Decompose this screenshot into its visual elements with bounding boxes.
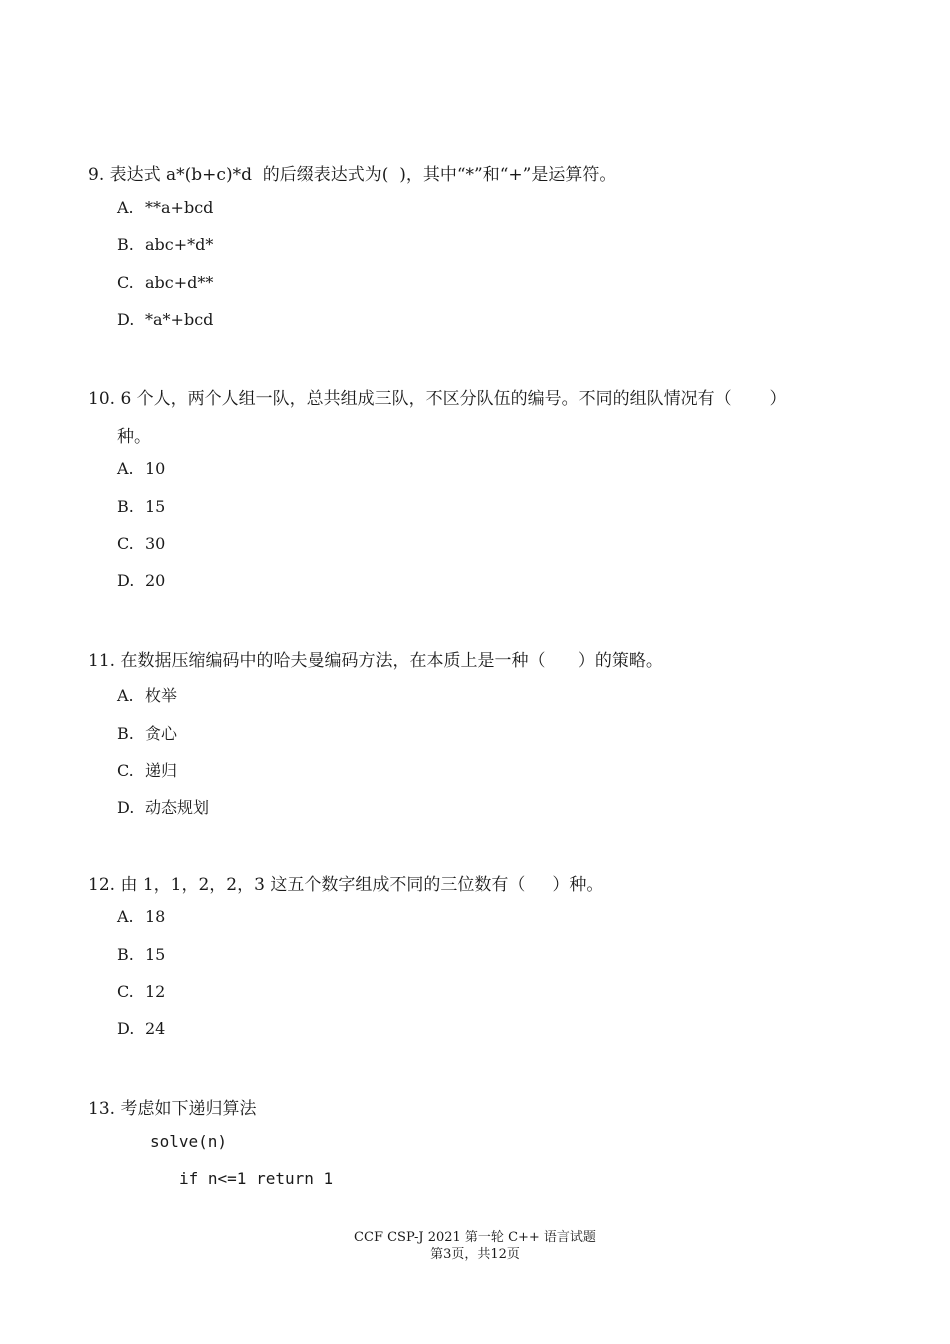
question-10-option-d — [117, 571, 165, 590]
question-12-option-c — [117, 982, 165, 1001]
question-10-stem: 10. 6 个人，两个人组一队，总共组成三队，不区分队伍的编号。不同的组队情况有（ ） — [88, 389, 787, 409]
footer-page-number: 第3页，共12页 — [430, 1247, 520, 1262]
option-letter: D. — [117, 1019, 135, 1038]
option-letter: A. — [117, 459, 134, 478]
option-text: 24 — [145, 1019, 166, 1038]
option-text: 贪心 — [145, 724, 178, 743]
option-text: 动态规划 — [145, 798, 210, 817]
option-letter: C. — [117, 761, 134, 780]
option-letter: B. — [117, 945, 134, 964]
option-text: 递归 — [145, 761, 178, 780]
option-letter: B. — [117, 497, 134, 516]
option-letter: A. — [117, 686, 134, 705]
option-letter: B. — [117, 235, 134, 254]
question-11-option-c — [117, 758, 177, 781]
option-letter: A. — [117, 907, 134, 926]
option-text: 15 — [145, 945, 166, 964]
question-9-option-d — [117, 310, 213, 329]
option-text: *a*+bcd — [145, 310, 214, 329]
question-11-option-d — [117, 795, 209, 818]
footer-exam-title: CCF CSP-J 2021 第一轮 C++ 语言试题 — [354, 1230, 596, 1245]
code-line-2: if n<=1 return 1 — [179, 1169, 334, 1188]
option-letter: C. — [117, 534, 134, 553]
question-10-option-a — [117, 459, 165, 478]
question-11-option-a — [117, 683, 177, 706]
option-letter: D. — [117, 571, 135, 590]
question-11-stem: 11. 在数据压缩编码中的哈夫曼编码方法，在本质上是一种（ ）的策略。 — [88, 651, 663, 671]
question-9-option-b — [117, 235, 213, 254]
question-10-option-b — [117, 497, 165, 516]
option-text: 20 — [145, 571, 166, 590]
question-9-option-c — [117, 273, 213, 292]
code-line-1: solve(n) — [150, 1132, 228, 1151]
option-text: abc+*d* — [145, 235, 214, 254]
option-text: 30 — [145, 534, 166, 553]
option-letter: D. — [117, 798, 135, 817]
option-text: 15 — [145, 497, 166, 516]
option-letter: C. — [117, 273, 134, 292]
question-9-option-a — [117, 198, 213, 217]
option-text: 10 — [145, 459, 166, 478]
option-letter: C. — [117, 982, 134, 1001]
option-text: 18 — [145, 907, 166, 926]
option-letter: D. — [117, 310, 135, 329]
question-11-option-b — [117, 721, 177, 744]
question-12-option-d — [117, 1019, 165, 1038]
question-12-stem: 12. 由 1，1，2，2，3 这五个数字组成不同的三位数有（ ）种。 — [88, 875, 604, 895]
question-12-option-a — [117, 907, 165, 926]
option-letter: A. — [117, 198, 134, 217]
option-text: 枚举 — [145, 686, 178, 705]
option-text: **a+bcd — [145, 198, 214, 217]
question-13-stem: 13. 考虑如下递归算法 — [88, 1099, 257, 1119]
question-12-option-b — [117, 945, 165, 964]
page-footer — [0, 1229, 950, 1263]
option-letter: B. — [117, 724, 134, 743]
option-text: 12 — [145, 982, 166, 1001]
question-10-stem-continued: 种。 — [117, 427, 151, 447]
question-9-stem: 9. 表达式 a*(b+c)*d 的后缀表达式为( )，其中“*”和“+”是运算符。 — [88, 165, 617, 185]
question-10-option-c — [117, 534, 165, 553]
option-text: abc+d** — [145, 273, 214, 292]
